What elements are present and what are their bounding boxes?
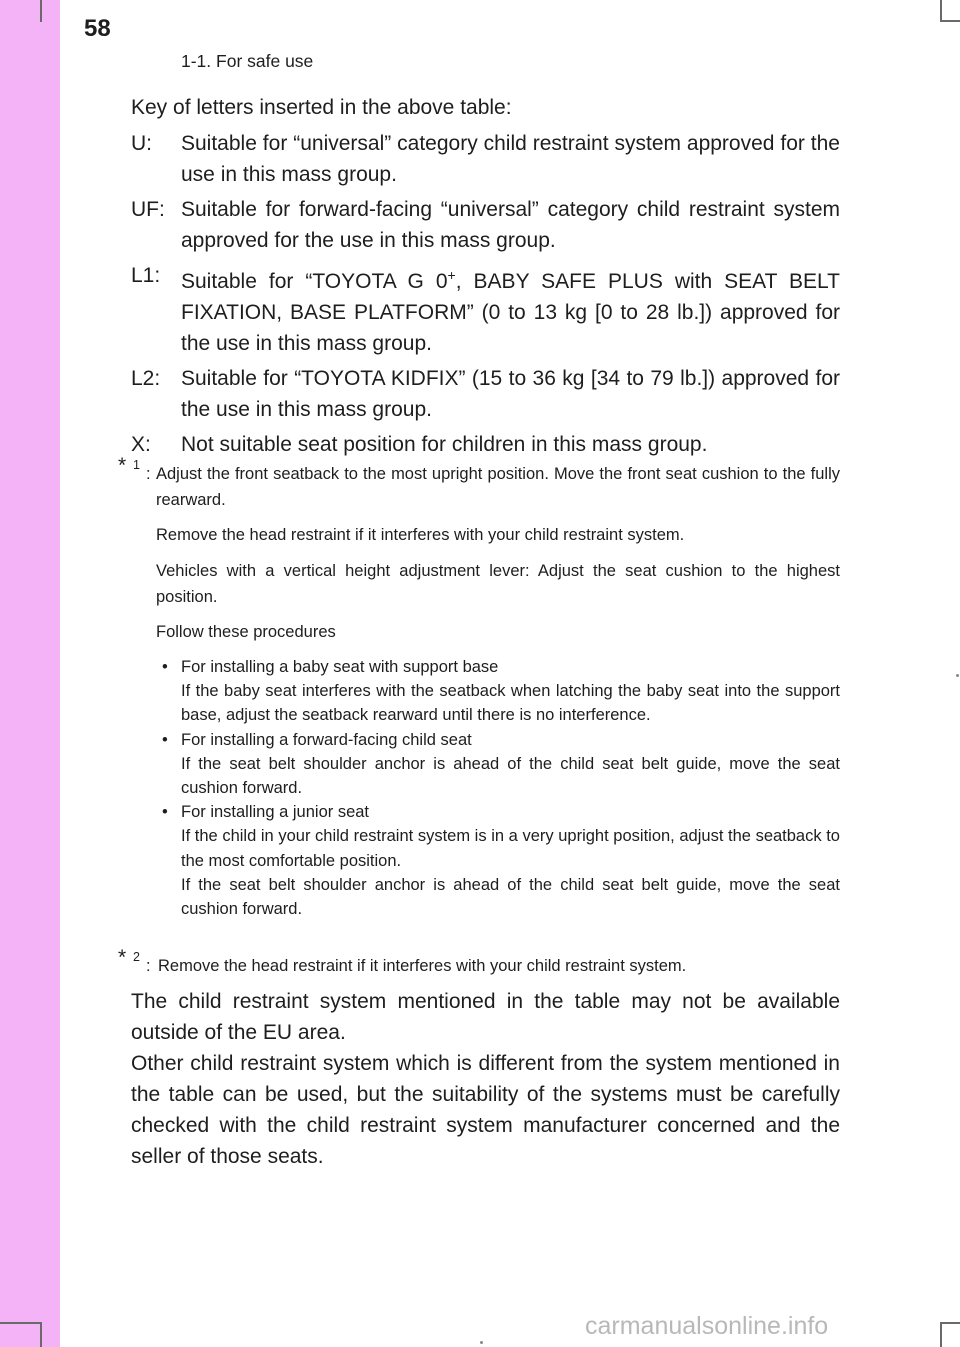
closing-paragraph: Other child restraint system which is different from the system mentioned in the table can be used, but the suitability of the systems must be carefully checked with the child restraint system manufacturer concerned and the seller of those seats. [131,1052,840,1168]
list-item [162,655,840,728]
procedure-detail: If the child in your child restraint system is in a very upright position, adjust the seatback to the most comfortable position. [181,827,840,870]
footnote-paragraph: Follow these procedures [156,623,336,641]
crop-mark-bottom-right-v [940,1322,942,1347]
key-description-part: Suitable for “TOYOTA G 0 [181,270,448,293]
key-description-part: , BABY SAFE PLUS with SEAT BELT FIXATION, BASE PLATFORM” (0 to 13 kg [0 to 28 lb.]) approved for the use in this mass group. [181,270,840,355]
footnote-colon: : [146,957,151,975]
procedure-detail: If the baby seat interferes with the seatback when latching the baby seat into the support base, adjust the seatback rearward until there is no interference. [181,682,840,725]
procedure-detail: If the seat belt shoulder anchor is ahead of the child seat belt guide, move the seat cushion forward. [181,754,840,798]
footnote-2 [118,946,840,979]
key-description: Suitable for forward-facing “universal” category child restraint system approved for the use in this mass group. [181,198,840,252]
bullet-icon: • [162,658,168,676]
procedure-detail: If the seat belt shoulder anchor is ahead of the child seat belt guide, move the seat cushion forward. [181,875,840,919]
key-item-x [131,429,840,460]
key-description: Suitable for “TOYOTA KIDFIX” (15 to 36 kg [34 to 79 lb.]) approved for the use in this mass group. [181,367,840,421]
footnote-number: 2 [133,950,140,964]
crop-mark-top-right-v [940,0,942,22]
side-tab-bar [0,0,60,1347]
key-intro: Key of letters inserted in the above table: [131,96,512,119]
crop-mark-bottom-right-h [940,1322,960,1324]
footnote-paragraph: Remove the head restraint if it interferes with your child restraint system. [156,526,685,544]
key-item-l1 [131,260,840,359]
procedure-list [162,655,840,921]
key-letter: X: [131,433,151,456]
crop-mark-bottom-left-v [40,1322,42,1347]
procedure-title: For installing a junior seat [181,803,370,822]
list-item [162,728,840,801]
key-letter: L2: [131,367,161,390]
procedure-title: For installing a baby seat with support base [181,658,499,676]
key-item-uf [131,194,840,256]
key-item-u [131,128,840,190]
page-number: 58 [84,15,111,42]
closing-paragraph: The child restraint system mentioned in the table may not be available outside of the EU area. [131,990,840,1044]
crop-mark-bottom-left-h [0,1322,42,1324]
key-letter-list [131,128,840,464]
footnote-paragraph: Vehicles with a vertical height adjustment lever: Adjust the seat cushion to the highest position. [156,562,840,606]
bullet-icon: • [162,803,168,822]
procedure-title: For installing a forward-facing child seat [181,730,472,749]
key-letter: L1: [131,264,161,287]
footnote-text: Adjust the front seatback to the most upright position. Move the front seat cushion to the fully rearward. [156,465,840,509]
footnote-text: Remove the head restraint if it interferes with your child restraint system. [158,957,687,975]
footnote-asterisk: * [118,454,127,477]
key-description: Suitable for “universal” category child restraint system approved for the use in this mass group. [181,132,840,186]
register-dot [956,674,959,677]
watermark: carmanualsonline.info [585,1312,829,1340]
register-dot [480,1341,483,1344]
footnote-asterisk: * [118,946,127,969]
key-letter: UF: [131,198,165,221]
crop-mark-top-right-h [940,20,960,22]
section-title: 1-1. For safe use [181,51,314,71]
list-item [162,800,840,921]
key-description: Not suitable seat position for children in this mass group. [181,433,708,456]
footnote-1 [118,454,840,513]
key-description [181,260,840,359]
superscript-plus: + [447,267,456,283]
bullet-icon: • [162,730,168,749]
crop-mark-top-left [40,0,42,22]
footnote-number: 1 [133,458,140,472]
key-item-l2 [131,363,840,425]
footnote-colon: : [146,465,151,483]
key-letter: U: [131,132,152,155]
